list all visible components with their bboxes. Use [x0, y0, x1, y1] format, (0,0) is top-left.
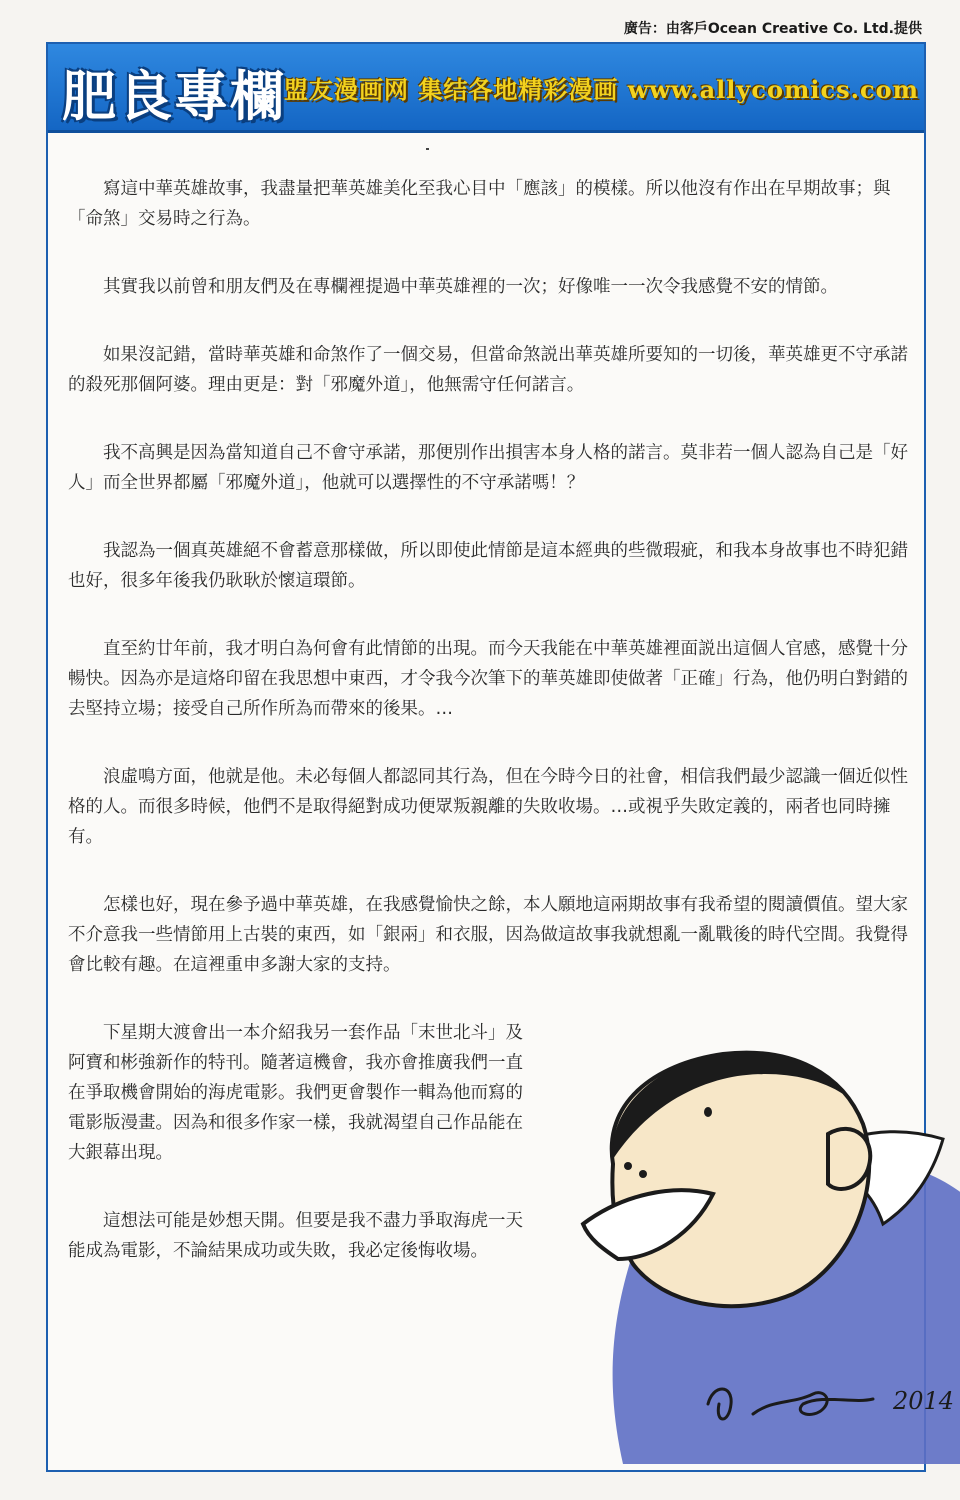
- article-paragraph: 這想法可能是妙想天開。但要是我不盡力爭取海虎一天能成為電影，不論結果成功或失敗，我必定後悔收場。: [68, 1211, 523, 1261]
- nose-dot: [639, 1170, 647, 1178]
- article-paragraph: 我認為一個真英雄絕不會蓄意那樣做，所以即使此情節是這本經典的些微瑕疵，和我本身故事也不時犯錯也好，很多年後我仍耿耿於懷這環節。: [68, 541, 908, 591]
- site-banner-text: 盟友漫画网 集结各地精彩漫画 www.allycomics.com: [284, 75, 919, 104]
- article-paragraph: 寫這中華英雄故事，我盡量把華英雄美化至我心目中「應該」的模樣。所以他沒有作出在早期故事；與「命煞」交易時之行為。: [68, 179, 891, 229]
- eye-shape: [704, 1107, 712, 1117]
- column-banner: [48, 44, 924, 133]
- nose-dot: [624, 1162, 632, 1170]
- column-title: 肥良專欄: [62, 65, 286, 128]
- ad-credit: 廣告：由客戶Ocean Creative Co. Ltd.提供: [623, 21, 922, 37]
- article-paragraph: 怎樣也好，現在參予過中華英雄，在我感覺愉快之餘，本人願地這兩期故事有我希望的閱讀價值。望大家不介意我一些情節用上古裝的東西，如「銀兩」和衣服，因為做這故事我就想亂一亂戰後的時代空間。我覺得會比較有趣。在這裡重申多謝大家的支持。: [68, 895, 908, 975]
- article-paragraph: 下星期大渡會出一本介紹我另一套作品「末世北斗」及阿寶和彬強新作的特刊。隨著這機會，我亦會推廣我們一直在爭取機會開始的海虎電影。我們更會製作一輯為他而寫的電影版漫畫。因為和很多作家一樣，我就渴望自己作品能在大銀幕出現。: [68, 1023, 523, 1163]
- narrow-column: [68, 1018, 538, 1266]
- article-paragraph: 其實我以前曾和朋友們及在專欄裡提過中華英雄裡的一次；好像唯一一次令我感覺不安的情節。: [103, 277, 838, 297]
- stray-mark: [426, 148, 429, 150]
- article-paragraph: 直至約廿年前，我才明白為何會有此情節的出現。而今天我能在中華英雄裡面説出這個人官感，感覺十分暢快。因為亦是這烙印留在我思想中東西，才令我今次筆下的華英雄即使做著「正確」行為，他仍明白對錯的去堅持立場；接受自己所作所為而帶來的後果。…: [68, 639, 908, 719]
- article-paragraph: 我不高興是因為當知道自己不會守承諾，那便別作出損害本身人格的諾言。莫非若一個人認為自己是「好人」而全世界都屬「邪魔外道」，他就可以選擇性的不守承諾嗎！？: [68, 443, 908, 493]
- article-paragraph: 如果沒記錯，當時華英雄和命煞作了一個交易，但當命煞説出華英雄所要知的一切後，華英雄更不守承諾的殺死那個阿婆。理由更是：對「邪魔外道」，他無需守任何諾言。: [68, 345, 908, 395]
- signature-year: 2014: [893, 1387, 955, 1415]
- ear-shape: [828, 1129, 870, 1189]
- article-paragraph: 浪虛鳴方面，他就是他。未必每個人都認同其行為，但在今時今日的社會，相信我們最少認識一個近似性格的人。而很多時候，他們不是取得絕對成功便眾叛親離的失敗收場。…或視乎失敗定義的，兩者也同時擁有。: [68, 767, 908, 847]
- author-caricature: [493, 1044, 960, 1464]
- column-frame: [46, 42, 955, 1472]
